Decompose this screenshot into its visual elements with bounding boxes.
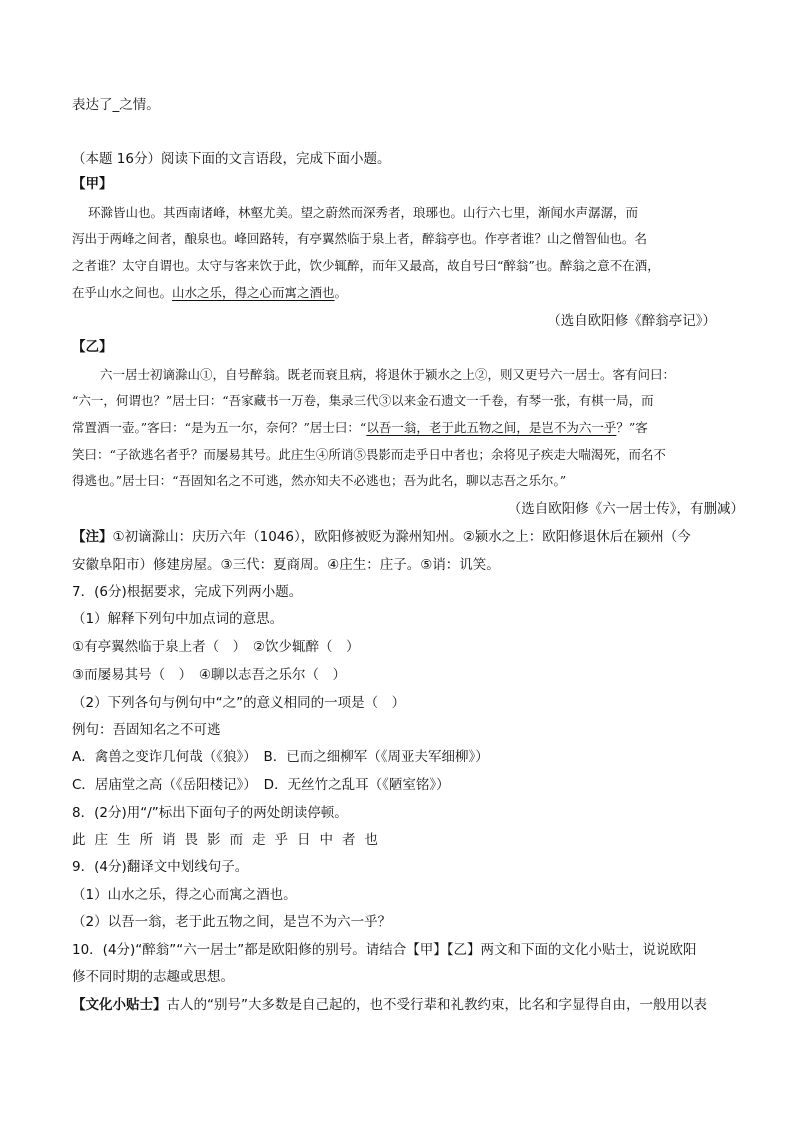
yi-line3-plain: 常置酒一壶。”客曰：“是为五一尔，奈何？”居士曰：“ [72, 420, 367, 435]
q8-sentence: 此庄生所诮畏影而走乎日中者也 [72, 832, 387, 848]
jia-text-line: 泻出于两峰之间者，酿泉也。峰回路转，有亭翼然临于泉上者，醉翁亭也。作亭者谁？山之僧智仙也。名 [72, 231, 648, 246]
note-line [72, 528, 691, 546]
jia-text-last-line [72, 284, 347, 302]
q9-sub2: （2）以吾一翁，老于此五物之间，是岂不为六一乎？ [72, 914, 392, 930]
jia-source: （选自欧阳修《醉翁亭记》） [547, 313, 716, 329]
jia-text-line: 环滁皆山也。其西南诸峰，林壑尤美。望之蔚然而深秀者，琅琊也。山行六七里，渐闻水声潺潺，而 [88, 205, 639, 220]
yi-text-line [72, 419, 648, 437]
note-label: 【注】 [72, 529, 113, 545]
yi-source: （选自欧阳修《六一居士传》，有删减） [507, 501, 744, 517]
q7-row2: ③而屡易其号（ ） ④聊以志吾之乐尔（ ） [72, 667, 346, 683]
culture-tip-label: 【文化小贴士】 [72, 997, 167, 1013]
q9-title: 9．(4分)翻译文中划线句子。 [72, 859, 249, 875]
yi-line3-end: ？”客 [616, 420, 648, 435]
jia-last-plain: 在乎山水之间也。 [72, 285, 173, 300]
section-header: （本题 16分）阅读下面的文言语段，完成下面小题。 [72, 151, 391, 167]
intro-line: 表达了_之情。 [72, 97, 160, 113]
jia-underlined-sentence: 山水之乐，得之心而寓之酒也 [172, 285, 335, 300]
note-line: 安徽阜阳市）修建房屋。③三代：夏商周。④庄生：庄子。⑤诮：讥笑。 [72, 557, 500, 573]
q7-sub2: （2）下列各句与例句中“之”的意义相同的一项是（ ） [72, 695, 406, 711]
q7-row1: ①有亭翼然临于泉上者（ ） ②饮少辄醉（ ） [72, 639, 360, 655]
q7-options-cd: C．居庙堂之高（《岳阳楼记》） D．无丝竹之乱耳（《陋室铭》） [72, 777, 450, 793]
q7-options-ab: A．禽兽之变诈几何哉（《狼》） B．已而之细柳军（《周亚夫军细柳》） [72, 749, 489, 765]
culture-tip-text: 古人的“别号”大多数是自己起的，也不受行辈和礼教约束，比名和字显得自由，一般用以表 [166, 997, 707, 1013]
yi-text-line: 得逃也。”居士曰：“吾固知名之不可逃，然亦知夫不必逃也；吾为此名，聊以志吾之乐尔。” [72, 473, 567, 488]
q10-line: 10．(4分)“醉翁”“六一居士”都是欧阳修的别号。请结合【甲】【乙】两文和下面的文化小贴士，说说欧阳 [72, 942, 697, 958]
yi-text-line: 笑曰：“子欲逃名者乎？而屡易其号。此庄生④所诮⑤畏影而走乎日中者也；余将见子疾走大喘渴死，而名不 [72, 447, 666, 462]
jia-label: 【甲】 [72, 176, 113, 192]
q7-title: 7．(6分)根据要求，完成下列两小题。 [72, 584, 303, 600]
q10-line: 修不同时期的志趣或思想。 [72, 969, 234, 985]
jia-last-end: 。 [334, 285, 348, 300]
yi-text-line: “六一，何谓也？”居士曰：“吾家藏书一万卷，集录三代③以来金石遗文一千卷，有琴一张，有棋一局，而 [72, 393, 654, 408]
culture-tip [72, 996, 707, 1014]
yi-underlined-sentence: 以吾一翁，老于此五物之间，是岂不为六一乎 [366, 420, 617, 435]
q7-sub1: （1）解释下列句中加点词的意思。 [72, 611, 284, 627]
yi-label: 【乙】 [72, 339, 113, 355]
q8-title: 8．(2分)用“/”标出下面句子的两处朗读停顿。 [72, 805, 348, 821]
q9-sub1: （1）山水之乐，得之心而寓之酒也。 [72, 887, 297, 903]
yi-text-line: 六一居士初谪滁山①，自号醉翁。既老而衰且病，将退休于颍水之上②，则又更号六一居士。客有问曰： [100, 367, 676, 382]
note-text: ①初谪滁山：庆历六年（1046），欧阳修被贬为滁州知州。②颍水之上：欧阳修退休后在颍州（今 [112, 529, 691, 545]
q7-example: 例句：吾固知名之不可逃 [72, 722, 221, 738]
jia-text-line: 之者谁？太守自谓也。太守与客来饮于此，饮少辄醉，而年又最高，故自号曰“醉翁”也。醉翁之意不在酒， [72, 258, 660, 273]
